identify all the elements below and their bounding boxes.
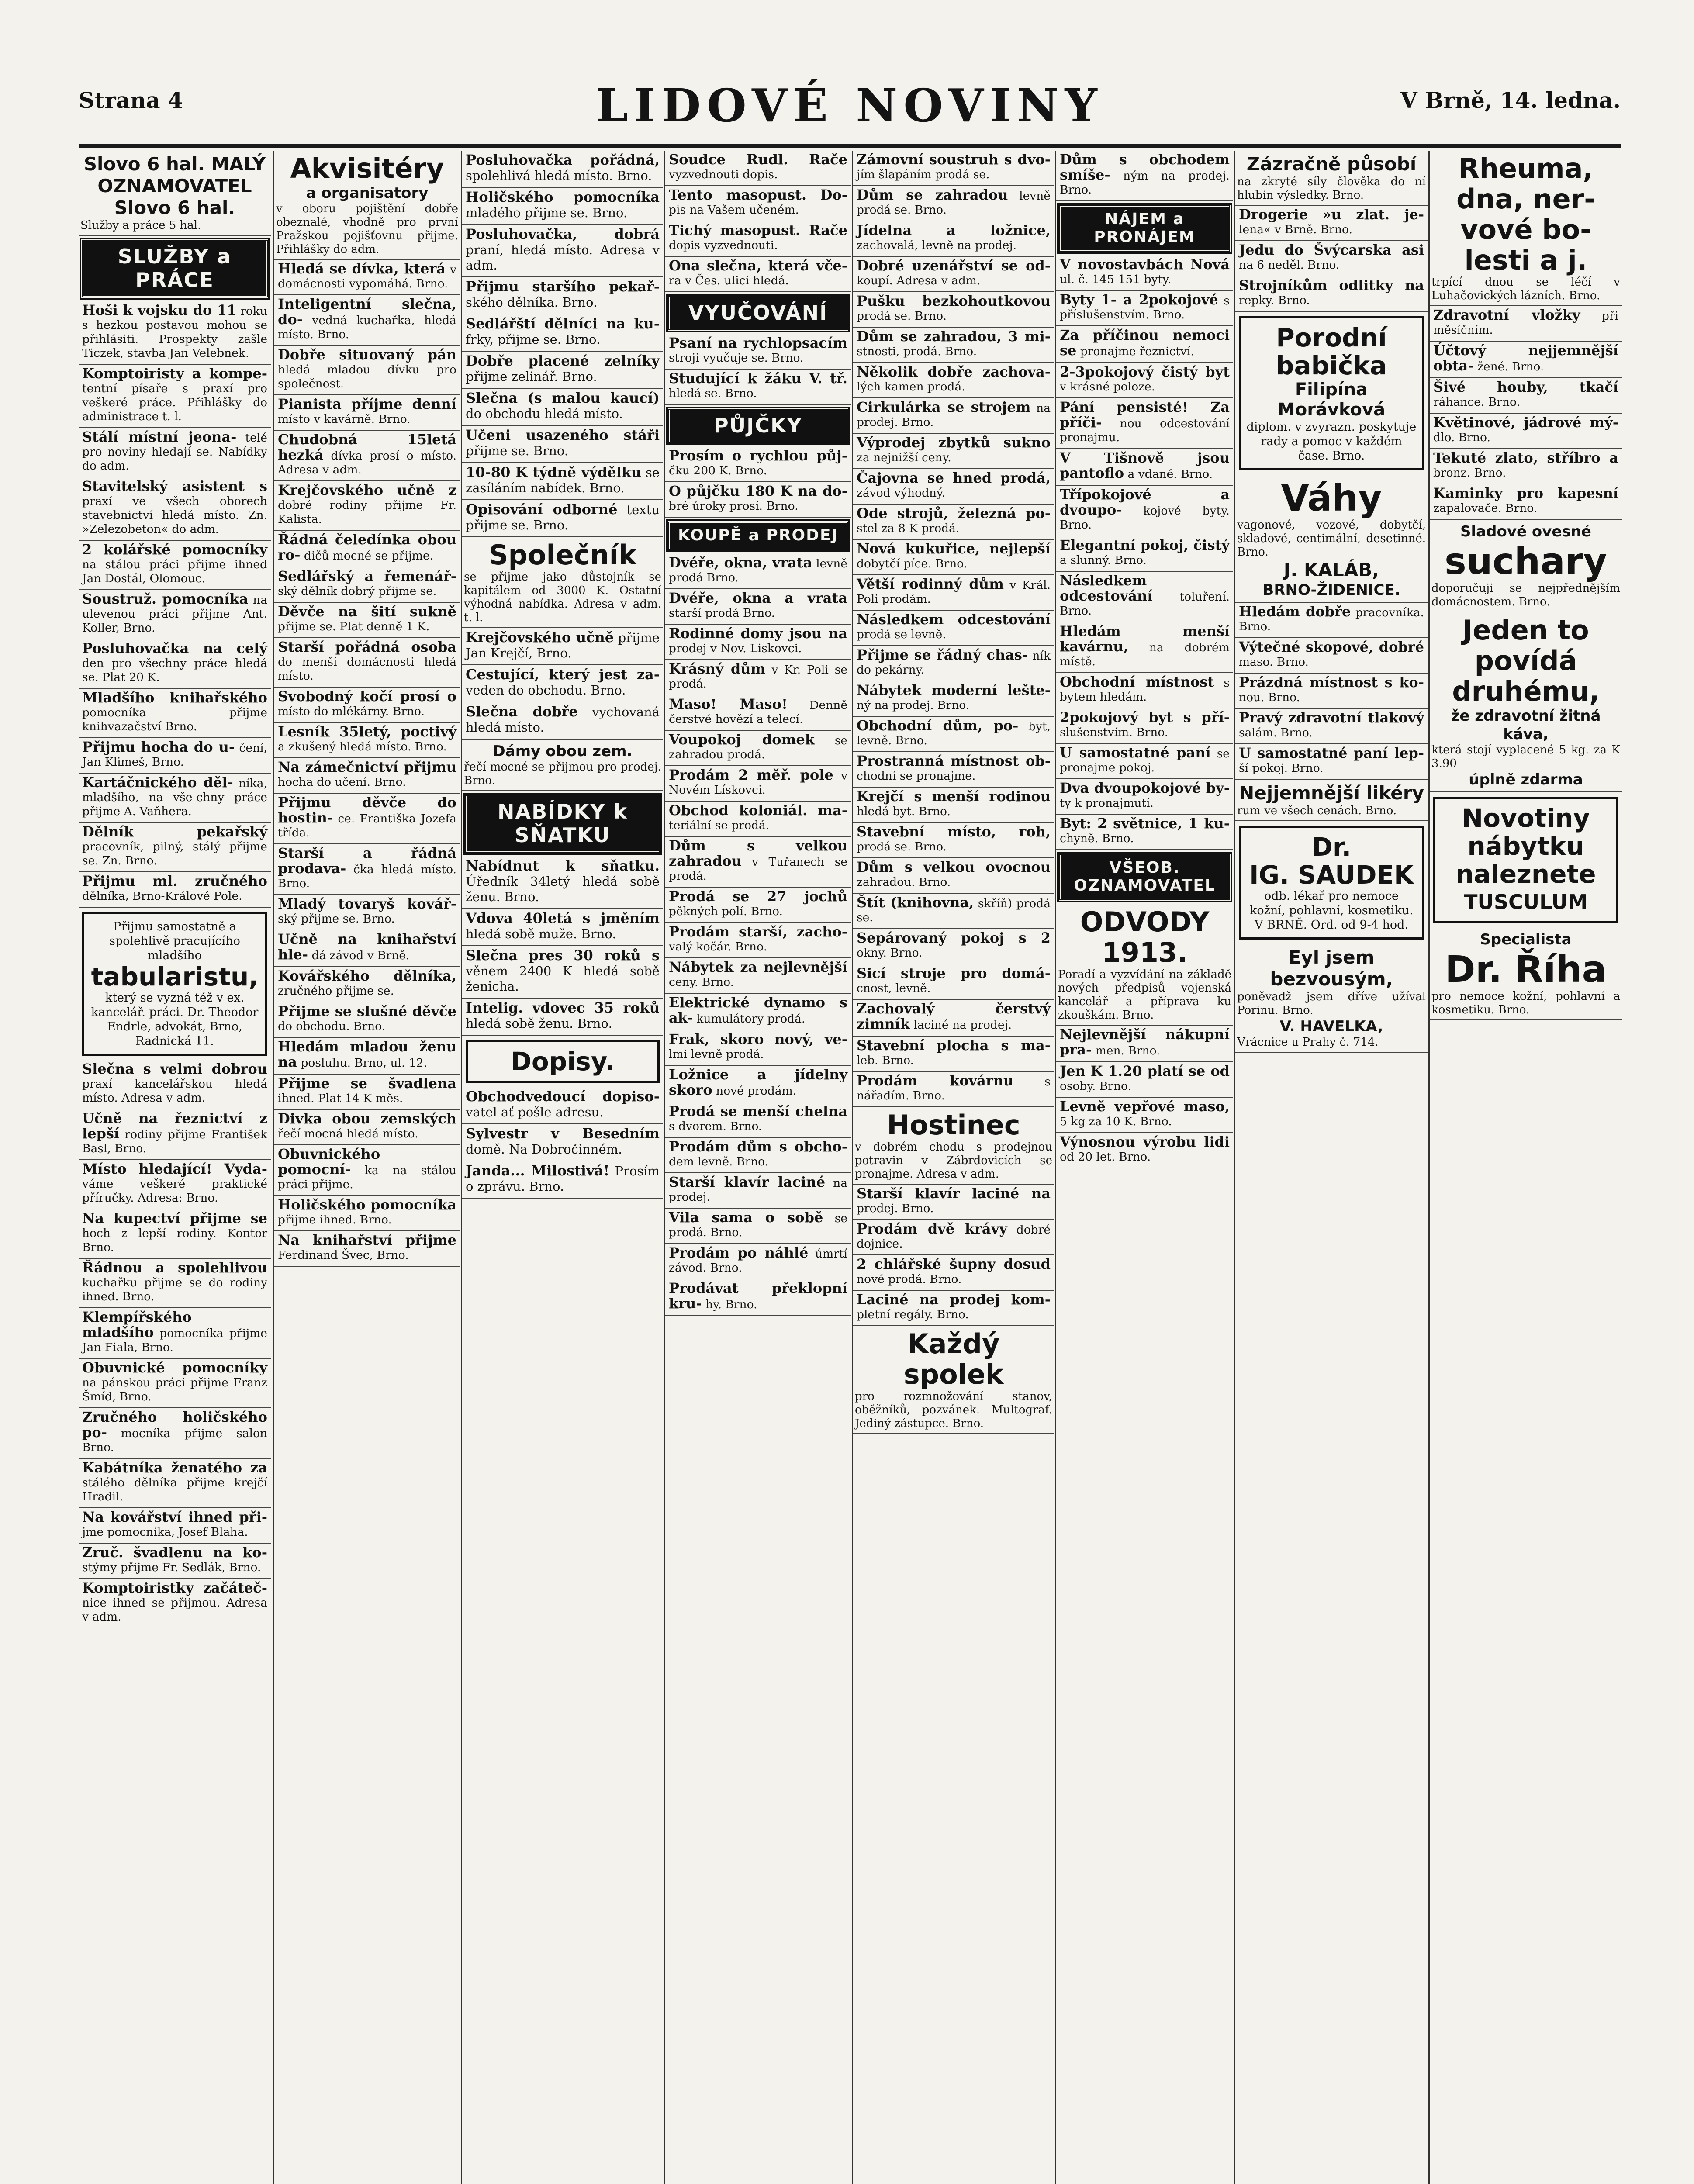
vahy-ad: Váhy vagonové, vozové, dobytčí, skladové, centimální, desetinné. Brno. J. KALÁB, BRNO-ŽIDENICE. [1235,475,1428,603]
classified-ad: Dva dvoupokojové by- ty k pronajmutí. [1056,779,1233,815]
classified-ad: Tento masopust. Do- pis na Vašem učeném. [665,186,851,221]
classified-ad: Levně vepřové maso, 5 kg za 10 K. Brno. [1056,1098,1233,1133]
classified-ad: Prázdná místnost s ko- nou. Brno. [1235,674,1428,709]
classified-ad: Obuvnické pomocníky na pánskou práci přijme Franz Šmíd, Brno. [79,1359,271,1408]
classified-ad: Cestující, který jest za- veden do obchodu. Brno. [462,665,663,702]
classified-ad: Zámovní soustruh s dvo- jím šlapáním prodá se. [853,151,1054,186]
classified-ad: Frak, skoro nový, ve- lmi levně prodá. [665,1030,851,1066]
classified-ad: Komptoiristky začáteč- nice ihned se přijmou. Adresa v adm. [79,1579,271,1628]
classified-ad: Sylvestr v Besedním domě. Na Dobročinném. [462,1124,663,1161]
classified-ad: Pianista příjme denní místo v kavárně. Brno. [274,395,460,431]
rubric-buy-sell: KOUPĚ a PRODEJ [668,521,848,550]
rubric-rent: NÁJEM a PRONÁJEM [1059,205,1231,252]
classified-ad: Ložnice a jídelny skoro nové prodám. [665,1066,851,1102]
classified-ad: Dům s velkou ovocnou zahradou. Brno. [853,858,1054,894]
classified-ad: Prodávat překlopní kru- hy. Brno. [665,1279,851,1316]
classified-ad: Jen K 1.20 platí se od osoby. Brno. [1056,1062,1233,1098]
classified-ad: Na knihařství přijme Ferdinand Švec, Brno. [274,1231,460,1267]
classifieds-price: Služby a práce 5 hal. [80,219,201,232]
classified-ad: Učně na řeznictví z lepší rodiny přijme František Basl, Brno. [79,1109,271,1160]
classified-ad: Drogerie »u zlat. je- lena« v Brně. Brno. [1235,206,1428,241]
classified-ad: Opisování odborné textu přijme se. Brno. [462,500,663,537]
classified-ad: Slečna dobře vychovaná hledá místo. [462,702,663,740]
classified-ad: Strojníkům odlitky na repky. Brno. [1235,276,1428,312]
classified-ad: Hledám dobře pracovníka. Brno. [1235,603,1428,638]
classified-ad: Ode strojů, železná po- stel za 8 K prodá. [853,505,1054,540]
classified-ad: Intelig. vdovec 35 roků hledá sobě ženu. Brno. [462,999,663,1036]
classified-ad: Soudce Rudl. Rače vyzvednouti dopis. [665,151,851,186]
classified-ad: Janda... Milostivá! Prosím o zprávu. Brno. [462,1161,663,1199]
classified-ad: Výprodej zbytků sukno za nejnižší ceny. [853,434,1054,469]
classified-ad: Větší rodinný dům v Král. Poli prodám. [853,575,1054,611]
rubric-education: VYUČOVÁNÍ [668,296,848,331]
classified-ad: U samostatné paní se pronajme pokoj. [1056,744,1233,779]
classified-ad: Sedlářský a řemenář- ský dělník dobrý přijme se. [274,567,460,603]
classified-ad: Na kupectví přijme se hoch z lepší rodiny. Kontor Brno. [79,1209,271,1259]
classified-ad: Dvéře, okna, vrata levně prodá Brno. [665,554,851,589]
column-3 [461,151,663,2184]
classified-ad: Učeni usazeného stáři přijme se. Brno. [462,426,663,463]
classified-ad: Sedlářští dělníci na ku- frky, přijme se. Brno. [462,314,663,352]
odvody-ad: ODVODY 1913. Poradí a vyzvídání na základě nových předpisů vojenská kancelář a příprava ku zkouškám. Brno. [1056,904,1233,1026]
classified-ad: Mladý tovaryš kovář- ský přijme se. Brno. [274,895,460,930]
classified-ad: Krejčí s menší rodinou hledá byt. Brno. [853,788,1054,823]
classified-ad: Kartáčnického děl- níka, mladšího, na vše-chny práce přijme A. Vaňhera. [79,774,271,823]
classified-ad: Psaní na rychlopsacím stroji vyučuje se. Brno. [665,334,851,370]
akvisiteri-ad: Akvisitéry a organisatory v oboru pojištění dobře obeznalé, vhodně pro první Pražskou pojišťovnu přijme. Přihlášky do adm. [274,151,460,260]
classified-ad: Stálí místní jeona- telé pro noviny hledají se. Nabídky do adm. [79,428,271,477]
classified-ad: Dělník pekařský pracovník, pilný, stálý přijme se. Zn. Brno. [79,823,271,872]
classified-ad: Prodám kovárnu s nářadím. Brno. [853,1072,1054,1107]
classified-ad: Tekuté zlato, stříbro a bronz. Brno. [1430,449,1622,484]
classified-ad: Prodá se 27 jochů pěkných polí. Brno. [665,888,851,923]
classified-ad: Vdova 40letá s jměním hledá sobě muže. Brno. [462,909,663,946]
classified-ad: Slečna (s malou kaucí) do obchodu hledá místo. [462,389,663,426]
suchary-ad: Sladové ovesné suchary doporučuji se nejpřednějším domácnostem. Brno. [1430,520,1622,612]
riha-ad: Specialista Dr. Říha pro nemoce kožní, pohlavní a kosmetiku. Brno. [1430,928,1622,1020]
classified-ad: Starší klavír laciné na prodej. [665,1173,851,1209]
classified-ad: Přijme se slušné děvče do obchodu. Brno. [274,1002,460,1038]
classified-ad: Pání pensisté! Za příči- nou odcestování pronajmu. [1056,398,1233,449]
classified-ad: Řádnou a spolehlivou kuchařku přijme se do rodiny ihned. Brno. [79,1259,271,1308]
classified-ad: Zachovalý čerstvý zimník laciné na prodej. [853,1000,1054,1037]
zazracne-ad: Zázračně působí na zkryté síly člověka do ní hlubín výsledky. Brno. [1235,151,1428,206]
classified-ad: Inteligentní slečna, do- vedná kuchařka, hledá místo. Brno. [274,295,460,346]
classified-ad: Prodám dvě krávy dobré dojnice. [853,1220,1054,1255]
classified-ad: Prodá se menší chelna s dvorem. Brno. [665,1102,851,1138]
likery-ad: Nejjemnější likéry rum ve všech cenách. Brno. [1235,780,1428,821]
classified-ad: V Tišnově jsou pantoflo a vdané. Brno. [1056,449,1233,486]
classified-ad: Ona slečna, která vče- ra v Čes. ulici hledá. [665,257,851,292]
classified-ad: Klempířského mladšího pomocníka přijme Jan Fiala, Brno. [79,1308,271,1359]
classified-ad: Elektrické dynamo s ak- kumulátory prodá. [665,994,851,1030]
classified-ad: Přijmu hocha do u- čení, Jan Klimeš, Brno. [79,738,271,774]
novotiny-ad: Novotiny nábytku naleznete TUSCULUM [1433,797,1618,923]
classified-ad: Dům se zahradou, 3 mi- stnosti, prodá. Brno. [853,328,1054,363]
rubric-loans: PŮJČKY [668,408,848,443]
porodni-babicka-ad: Porodní babička Filipína Morávková diplom. v zvyrazn. poskytuje rady a pomoc v každém čase. Brno. [1239,316,1424,470]
classified-ad: Nábytek za nejlevnější ceny. Brno. [665,958,851,994]
classified-ad: Slečna s velmi dobrou praxí kancelářskou hledá místo. Adresa v adm. [79,1060,271,1109]
classified-ad: Zdravotní vložky při měsíčním. [1430,306,1622,342]
classified-ad: Zruč. švadlenu na ko- stýmy přijme Fr. Sedlák, Brno. [79,1544,271,1579]
jeden-ad: Jeden to povídá druhému, že zdravotní žitná káva, která stojí vyplacené 5 kg. za K 3.90 úplně zdarma [1430,612,1622,792]
classified-ad: Sicí stroje pro domá- cnost, levně. [853,964,1054,1000]
column-7 [1234,151,1428,2184]
classified-ad: Přijmu staršího pekař- ského dělníka. Brno. [462,277,663,314]
classified-ad: Účtový nejjemnější obta- žené. Brno. [1430,342,1622,378]
classified-ad: Posluhovačka, dobrá praní, hledá místo. Adresa v adm. [462,225,663,277]
column-5 [852,151,1054,2184]
classified-ad: Nábytek moderní lešte- ný na prodej. Brno. [853,681,1054,717]
classified-ad: Sepárovaný pokoj s 2 okny. Brno. [853,929,1054,964]
classified-ad: Krejčovského učně z dobré rodiny přijme Fr. Kalista. [274,481,460,531]
classifieds-header [79,151,271,236]
classified-ad: Prosím o rychlou půj- čku 200 K. Brno. [665,447,851,482]
classified-ad: Krejčovského učně přijme Jan Krejčí, Brno. [462,628,663,665]
rubric-general: VŠEOB. OZNAMOVATEL [1059,854,1231,901]
classified-ad: Na zámečnictví přijmu hocha do učení. Brno. [274,758,460,794]
classified-ad: Posluhovačka na celý den pro všechny práce hledá se. Plat 20 K. [79,639,271,689]
classified-ad: Dvéře, okna a vrata starší prodá Brno. [665,589,851,625]
classified-ad: Následkem odcestování toluření. Brno. [1056,572,1233,622]
classified-ad: Přijme se švadlena ihned. Plat 14 K měs. [274,1075,460,1110]
column-8 [1428,151,1622,2184]
classified-ad: Laciné na prodej kom- pletní regály. Brno. [853,1291,1054,1326]
classified-ad: Řádná čeledínka obou ro- dičů mocné se přijme. [274,531,460,567]
classified-ad: Prodám po náhlé úmrtí závod. Brno. [665,1244,851,1279]
classified-ad: Hoši k vojsku do 11 roku s hezkou postavou mohou se přihlásiti. Prospekty zašle Ticzek, stavba Jan Velebnek. [79,301,271,365]
classified-ad: Nejlevnější nákupní pra- men. Brno. [1056,1026,1233,1062]
classified-ad: Dům s obchodem smíše- ným na prodej. Brno. [1056,151,1233,201]
classified-ad: 10-80 K týdně výdělku se zasíláním nabídek. Brno. [462,463,663,500]
classified-ad: Chudobná 15letá hezká dívka prosí o místo. Adresa v adm. [274,431,460,481]
classified-ad: V novostavbách Nová ul. č. 145-151 byty. [1056,256,1233,291]
classified-ad: Několik dobře zachova- lých kamen prodá. [853,363,1054,398]
classified-ad: Dobře placené zelníky přijme zelinář. Brno. [462,352,663,389]
classified-ad: Prodám dům s obcho- dem levně. Brno. [665,1138,851,1173]
masthead [79,79,1621,148]
classified-ad: Za příčinou nemoci se pronajme řeznictví. [1056,326,1233,363]
classified-ad: Hledám mladou ženu na posluhu. Brno, ul. 12. [274,1038,460,1075]
classified-ad: Posluhovačka pořádná, spolehlivá hledá místo. Brno. [462,151,663,188]
dopisy-box: Dopisy. [466,1040,660,1083]
classified-ad: Obchodvedoucí dopiso- vatel ať pošle adresu. [462,1087,663,1124]
classified-ad: Komptoiristy a kompe- tentní písaře s praxí pro veškeré práce. Přihlášky do administrace t. l. [79,365,271,428]
classified-ad: 2 chlářské šupny dosud nové prodá. Brno. [853,1255,1054,1291]
classified-ad: Stavební plocha s ma- leb. Brno. [853,1037,1054,1072]
classified-ad: Krásný dům v Kr. Poli se prodá. [665,660,851,695]
classified-ad: Místo hledající! Vyda- váme veškeré praktické příručky. Adresa: Brno. [79,1160,271,1209]
classified-ad: Přijmu ml. zručného dělníka, Brno-Králové Pole. [79,872,271,908]
classified-ad: Dobré uzenářství se od- koupí. Adresa v adm. [853,257,1054,292]
classified-ad: Obchodní dům, po- byt, levně. Brno. [853,717,1054,752]
classified-ad: 2 kolářské pomocníky na stálou práci přijme ihned Jan Dostál, Olomouc. [79,541,271,590]
classified-ad: Rodinné domy jsou na prodej v Nov. Liskovci. [665,625,851,660]
classified-ad: Hledám menší kavárnu, na dobrém místě. [1056,622,1233,673]
classified-ad: Hledá se dívka, která v domácnosti vypomáhá. Brno. [274,260,460,295]
classified-ad: Šivé houby, tkačí ráhance. Brno. [1430,378,1622,414]
column-4 [664,151,851,2184]
date-line: V Brně, 14. ledna. [1400,87,1621,113]
classified-ad: Starší klavír laciné na prodej. Brno. [853,1185,1054,1220]
classified-ad: Třípokojové a dvoupo- kojové byty. Brno. [1056,486,1233,536]
classified-ad: Voupokoj domek se zahradou prodá. [665,731,851,766]
classified-ad: Divka obou zemských řečí mocná hledá místo. [274,1110,460,1145]
classified-ad: Výtečné skopové, dobré maso. Brno. [1235,638,1428,674]
classified-ad: Pušku bezkohoutkovou prodá se. Brno. [853,292,1054,328]
classified-ad: Prodám 2 měř. pole v Novém Lískovci. [665,766,851,802]
classified-ad: Holičského pomocníka mladého přijme se. Brno. [462,188,663,225]
tabularist-ad: Přijmu samostatně a spolehlivě pracujícího mladšího tabularistu, který se vyzná též v ex. kancelář. práci. Dr. Theodor Endrle, advokát, Brno, Radnická 11. [82,912,267,1056]
classified-ad: Holičského pomocníka přijme ihned. Brno. [274,1196,460,1231]
classified-ad: Zručného holičského po- mocníka přijme salon Brno. [79,1408,271,1459]
classified-ad: Výnosnou výrobu lidi od 20 let. Brno. [1056,1133,1233,1168]
eyl-ad: Eyl jsem bezvousým, poněvadž jsem dříve užíval Porinu. Brno. V. HAVELKA, Vrácnice u Prahy č. 714. [1235,944,1428,1053]
classified-ad: Obchod koloniál. ma- teriální se prodá. [665,802,851,837]
classified-ad: Květinové, jádrové mý- dlo. Brno. [1430,414,1622,449]
classified-ad: Cirkulárka se strojem na prodej. Brno. [853,398,1054,434]
classified-ad: Obuvnického pomocní- ka na stálou práci přijme. [274,1145,460,1196]
classified-ad: Slečna pres 30 roků s věnem 2400 K hledá sobě ženicha. [462,946,663,999]
classified-ad: Stavební místo, roh, prodá se. Brno. [853,823,1054,858]
classified-ad: Tichý masopust. Rače dopis vyzvednouti. [665,221,851,257]
classified-ad: Soustruž. pomocníka na ulevenou práci přijme Ant. Koller, Brno. [79,590,271,639]
classified-ad: Děvče na šití sukně přijme se. Plat denně 1 K. [274,603,460,638]
classified-ad: Vila sama o sobě se prodá. Brno. [665,1209,851,1244]
classified-ad: Učně na knihařství hle- dá závod v Brně. [274,930,460,967]
classified-ad: Jídelna a ložnice, zachovalá, levně na prodej. [853,221,1054,257]
classified-ad: 2pokojový byt s pří- slušenstvím. Brno. [1056,708,1233,744]
classified-ad: Svobodný kočí prosí o místo do mlékárny. Brno. [274,688,460,723]
column-2 [273,151,460,2184]
classified-ad: Kovářského dělníka, zručného přijme se. [274,967,460,1002]
classified-ad: Následkem odcestování prodá se levně. [853,611,1054,646]
classified-ad: Kaminky pro kapesní zapalovače. Brno. [1430,484,1622,520]
classified-ad: Maso! Maso! Denně čerstvé hovězí a telecí. [665,695,851,731]
classified-ad: Byt: 2 světnice, 1 ku- chyně. Brno. [1056,815,1233,850]
page-label: Strana 4 [79,87,183,113]
classified-ad: Studující k žáku V. tř. hledá se. Brno. [665,370,851,405]
classified-ad: Nová kukuřice, nejlepší dobytčí píce. Brno. [853,540,1054,575]
classified-ad: Dům s velkou zahradou v Tuřanech se prodá. [665,837,851,888]
hostinec-ad: Hostinec v dobrém chodu s prodejnou potravin v Zábrdovicích se pronajme. Adresa v adm. [853,1107,1054,1185]
classified-ad: Přijmu děvče do hostin- ce. Františka Jozefa třída. [274,794,460,844]
classified-ad: O půjčku 180 K na do- bré úroky prosí. Brno. [665,482,851,518]
classified-ad: Na kovářství ihned při- jme pomocníka, Josef Blaha. [79,1508,271,1544]
classified-ad: Byty 1- a 2pokojové s příslušenstvím. Brno. [1056,291,1233,326]
classified-ad: Čajovna se hned prodá, závod výhodný. [853,469,1054,505]
classified-ad: Přijme se řádný chas- ník do pekárny. [853,646,1054,681]
newspaper-title: LIDOVÉ NOVINY [596,79,1103,132]
classified-ad: Jedu do Švýcarska asi na 6 neděl. Brno. [1235,241,1428,276]
rubric-services: SLUŽBY a PRÁCE [81,239,268,298]
damy-ad: Dámy obou zem. řečí mocné se přijmou pro prodej. Brno. [462,740,663,791]
classified-ad: Prodám starší, zacho- valý kočár. Brno. [665,923,851,958]
classified-ad: Štít (knihovna, skříň) prodá se. [853,894,1054,929]
classified-ad: 2-3pokojový čistý byt v krásné poloze. [1056,363,1233,398]
classified-ad: Mladšího knihařského pomocníka přijme knihvazačství Brno. [79,689,271,738]
classified-ad: Lesník 35letý, poctivý a zkušený hledá místo. Brno. [274,723,460,758]
saudek-ad: Dr. IG. SAUDEK odb. lékař pro nemoce kožní, pohlavní, kosmetiku. V BRNĚ. Ord. od 9-4 hod. [1239,826,1424,940]
classified-ad: Obchodní místnost s bytem hledám. [1056,673,1233,708]
classified-ad: Nabídnut k sňatku. Úředník 34letý hledá sobě ženu. Brno. [462,857,663,909]
classified-ad: Pravý zdravotní tlakový salám. Brno. [1235,709,1428,744]
classified-ad: Dům se zahradou levně prodá se. Brno. [853,186,1054,221]
classified-ad: Starší a řádná prodava- čka hledá místo. Brno. [274,844,460,895]
classified-ad: Kabátníka ženatého za stálého dělníka přijme krejčí Hradil. [79,1459,271,1508]
rubric-marriage: NABÍDKY k SŇATKU [465,795,660,853]
spolecnik-ad: Společník se přijme jako důstojník se kapitálem od 3000 K. Ostatní výhodná nabídka. Adresa v adm. t. l. [462,537,663,628]
classified-ad: Starší pořádná osoba do menší domácnosti hledá místo. [274,638,460,688]
rheuma-ad: Rheuma, dna, ner- vové bo- lesti a j. trpící dnou se léčí v Luhačovických lázních. Brno. [1430,151,1622,306]
column-6 [1055,151,1233,2184]
classified-ad: U samostatné paní lep- ší pokoj. Brno. [1235,744,1428,780]
classified-ad: Dobře situovaný pán hledá mladou dívku pro společnost. [274,346,460,395]
classified-ad: Stavitelský asistent s praxí ve všech oborech stavebnictví hledá místo. Zn. »Zelezobeton« do adm. [79,477,271,541]
classified-ad: Prostranná místnost ob- chodní se pronajme. [853,752,1054,788]
kazdy-spolek-ad: Každý spolek pro rozmnožování stanov, oběžníků, pozvánek. Multograf. Jediný zástupce. Brno. [853,1326,1054,1434]
classified-ad: Elegantní pokoj, čistý a slunný. Brno. [1056,536,1233,572]
classifieds-title: Slovo 6 hal. MALÝ OZNAMOVATEL Slovo 6 hal. [83,153,266,218]
column-1 [79,151,271,2184]
